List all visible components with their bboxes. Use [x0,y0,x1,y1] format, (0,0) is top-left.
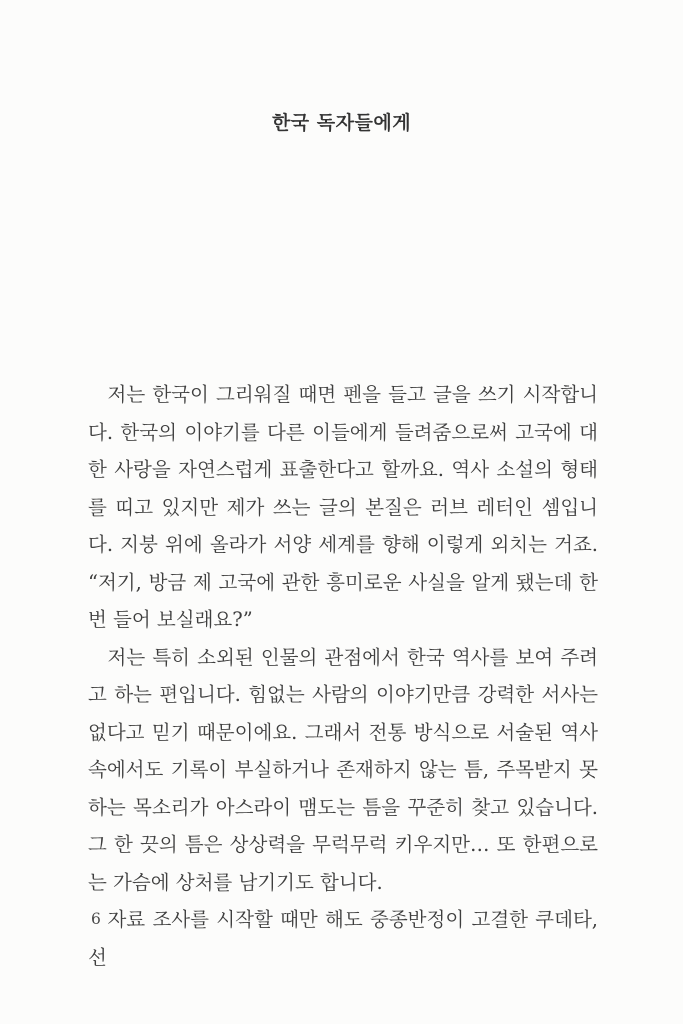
paragraph-1: 저는 한국이 그리워질 때면 펜을 들고 글을 쓰기 시작합니다. 한국의 이야기를 다른 이들에게 들려줌으로써 고국에 대한 사랑을 자연스럽게 표출한다고 할까요. 역사 소설의 형태를 띠고 있지만 제가 쓰는 글의 본질은 러브 레터인 셈입니다. 지붕 위에 올라가 서양 세계를 향해 이렇게 외치는 거죠. “저기, 방금 제 고국에 관한 흥미로운 사실을 알게 됐는데 한번 들어 보실래요?” [88,383,598,631]
chapter-title: 한국 독자들에게 [271,112,412,134]
body-text [88,376,598,976]
paragraph-3: 자료 조사를 시작할 때만 해도 중종반정이 고결한 쿠데타, 선 [88,908,598,969]
page-number: 6 [91,910,101,928]
paragraph-2: 저는 특히 소외된 인물의 관점에서 한국 역사를 보여 주려고 하는 편입니다. 힘없는 사람의 이야기만큼 강력한 서사는 없다고 믿기 때문이에요. 그래서 전통 방식으로 서술된 역사 속에서도 기록이 부실하거나 존재하지 않는 틈, 주목받지 못하는 목소리가 아스라이 맴도는 틈을 꾸준히 찾고 있습니다. 그 한 끗의 틈은 상상력을 무럭무럭 키우지만… 또 한편으로는 가슴에 상처를 남기기도 합니다. [88,645,598,894]
